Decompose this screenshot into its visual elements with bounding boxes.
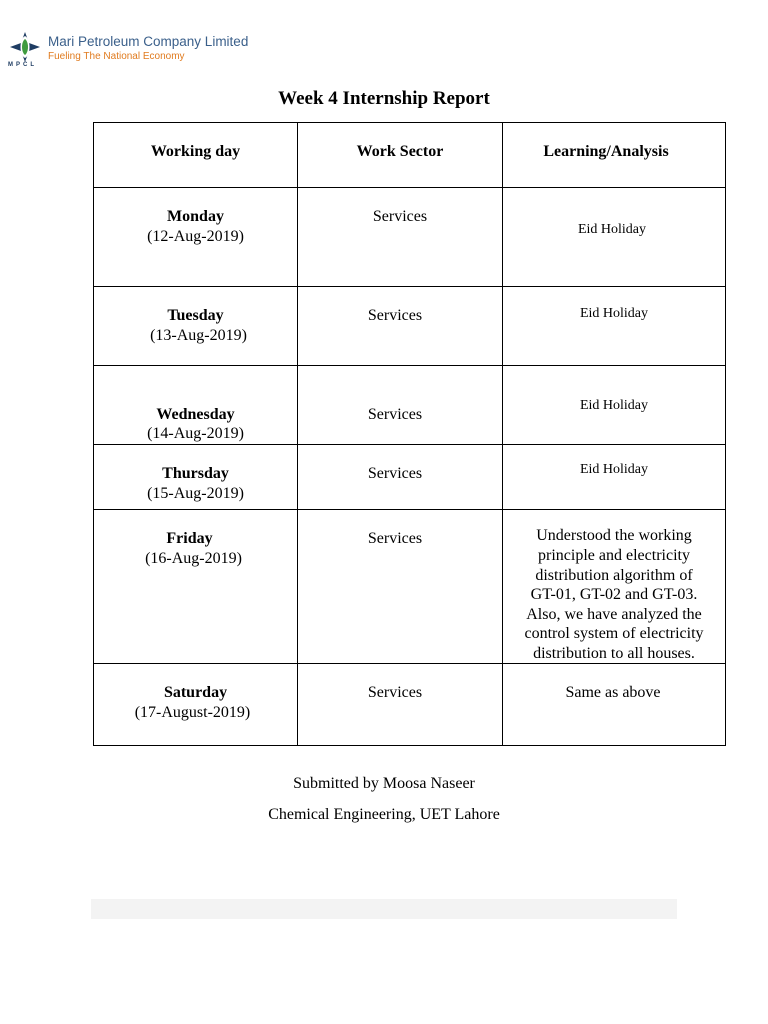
table-row	[94, 287, 726, 366]
header-cell: Work Sector	[298, 123, 503, 188]
logo-letters: MPCL	[8, 62, 37, 68]
header-cell: Learning/Analysis	[503, 123, 726, 188]
sector-cell: Services	[298, 664, 503, 746]
learning-cell: Same as above	[503, 664, 726, 746]
day-cell: Friday (16-Aug-2019)	[94, 510, 298, 664]
table-row	[94, 445, 726, 510]
table-row	[94, 188, 726, 287]
report-table	[93, 122, 726, 746]
learning-cell: Eid Holiday	[503, 366, 726, 445]
learning-cell: Understood the working principle and electricity distribution algorithm of GT-01, GT-02 and GT-03. Also, we have analyzed the control system of electricity distribution to all houses.	[503, 510, 726, 664]
day-cell: Wednesday (14-Aug-2019)	[94, 366, 298, 445]
learning-cell: Eid Holiday	[503, 287, 726, 366]
sector-cell: Services	[298, 366, 503, 445]
sector-cell: Services	[298, 445, 503, 510]
day-cell: Tuesday (13-Aug-2019)	[94, 287, 298, 366]
company-name: Mari Petroleum Company Limited	[48, 34, 249, 49]
header-cell: Working day	[94, 123, 298, 188]
sector-cell: Services	[298, 287, 503, 366]
table-row	[94, 510, 726, 664]
learning-cell: Eid Holiday	[503, 445, 726, 510]
day-cell: Monday (12-Aug-2019)	[94, 188, 298, 287]
table-row	[94, 366, 726, 445]
company-logo	[8, 28, 258, 78]
table-row	[94, 664, 726, 746]
day-cell: Thursday (15-Aug-2019)	[94, 445, 298, 510]
mpcl-logo-icon	[8, 30, 42, 64]
table-header-row	[94, 123, 726, 188]
submitted-by: Submitted by Moosa Naseer	[293, 775, 475, 792]
sector-cell: Services	[298, 510, 503, 664]
company-tagline: Fueling The National Economy	[48, 51, 185, 62]
gray-bar	[91, 899, 677, 919]
report-title: Week 4 Internship Report	[278, 88, 490, 109]
learning-cell: Eid Holiday	[503, 188, 726, 287]
department: Chemical Engineering, UET Lahore	[268, 806, 500, 823]
sector-cell: Services	[298, 188, 503, 287]
day-cell: Saturday (17-August-2019)	[94, 664, 298, 746]
